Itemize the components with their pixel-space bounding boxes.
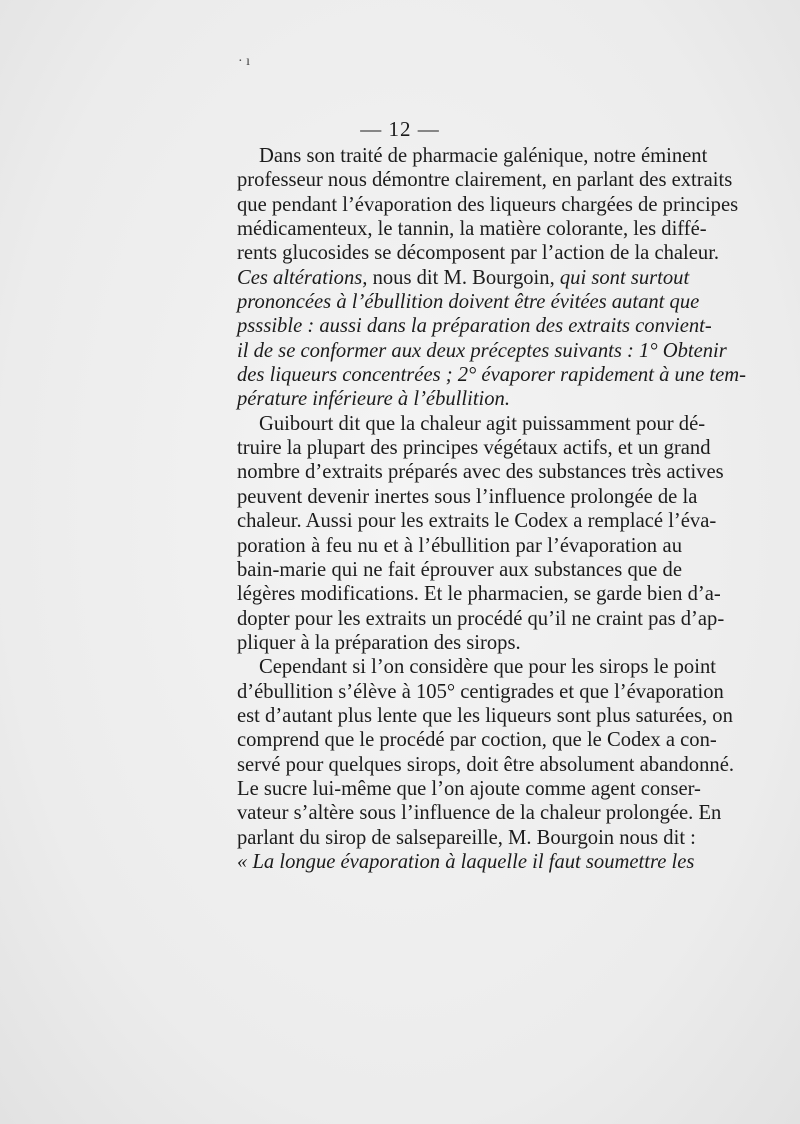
- text-line: vateur s’altère sous l’influence de la chaleur prolongée. En: [237, 802, 722, 825]
- quote-fragment: Ces altérations,: [237, 266, 368, 289]
- text-line: Le sucre lui-même que l’on ajoute comme agent conser-: [237, 777, 701, 800]
- text-line: que pendant l’évaporation des liqueurs chargées de principes: [237, 193, 739, 216]
- text-line: dopter pour les extraits un procédé qu’il ne craint pas d’ap-: [237, 607, 725, 630]
- text-line: d’ébullition s’élève à 105° centigrades et que l’évaporation: [237, 680, 724, 703]
- text-line: comprend que le procédé par coction, que le Codex a con-: [237, 729, 717, 752]
- text-line: servé pour quelques sirops, doit être absolument abandonné.: [237, 753, 734, 776]
- quote-line: « La longue évaporation à laquelle il faut soumettre les: [237, 850, 695, 873]
- quote-fragment: qui sont surtout: [559, 266, 690, 289]
- corner-mark: · ı: [238, 54, 251, 69]
- text-line: Guibourt dit que la chaleur agit puissamment pour dé-: [259, 412, 706, 435]
- text-line: pliquer à la préparation des sirops.: [237, 631, 521, 654]
- text-line: poration à feu nu et à l’ébullition par l’évaporation au: [237, 534, 682, 557]
- attribution-fragment: nous dit M. Bourgoin,: [367, 266, 560, 289]
- quote-line: psssible : aussi dans la préparation des extraits convient-: [237, 315, 712, 338]
- quote-line: prononcées à l’ébullition doivent être évitées autant que: [237, 291, 700, 314]
- text-line: rents glucosides se décomposent par l’action de la chaleur.: [237, 242, 720, 265]
- text-line: médicamenteux, le tannin, la matière colorante, les diffé-: [237, 218, 707, 241]
- text-line: légères modifications. Et le pharmacien, se garde bien d’a-: [237, 583, 721, 606]
- text-line: parlant du sirop de salsepareille, M. Bourgoin nous dit :: [237, 826, 696, 849]
- text-line: bain-marie qui ne fait éprouver aux substances que de: [237, 558, 682, 581]
- quote-line: des liqueurs concentrées ; 2° évaporer rapidement à une tem-: [237, 364, 747, 387]
- text-line: peuvent devenir inertes sous l’influence prolongée de la: [237, 485, 698, 508]
- text-line: nombre d’extraits préparés avec des substances très actives: [237, 461, 724, 484]
- body-text: [237, 144, 747, 874]
- text-line: truire la plupart des principes végétaux actifs, et un grand: [237, 437, 711, 460]
- text-line: professeur nous démontre clairement, en parlant des extraits: [237, 169, 733, 192]
- text-line: Cependant si l’on considère que pour les sirops le point: [259, 656, 716, 679]
- text-line: Dans son traité de pharmacie galénique, notre éminent: [259, 145, 708, 167]
- quote-line: pérature inférieure à l’ébullition.: [237, 388, 511, 411]
- page-number: — 12 —: [360, 117, 440, 141]
- quote-line: il de se conformer aux deux préceptes suivants : 1° Obtenir: [237, 339, 727, 362]
- text-line-mixed: [237, 266, 690, 290]
- text-line: est d’autant plus lente que les liqueurs sont plus saturées, on: [237, 704, 733, 727]
- text-line: chaleur. Aussi pour les extraits le Codex a remplacé l’éva-: [237, 510, 717, 533]
